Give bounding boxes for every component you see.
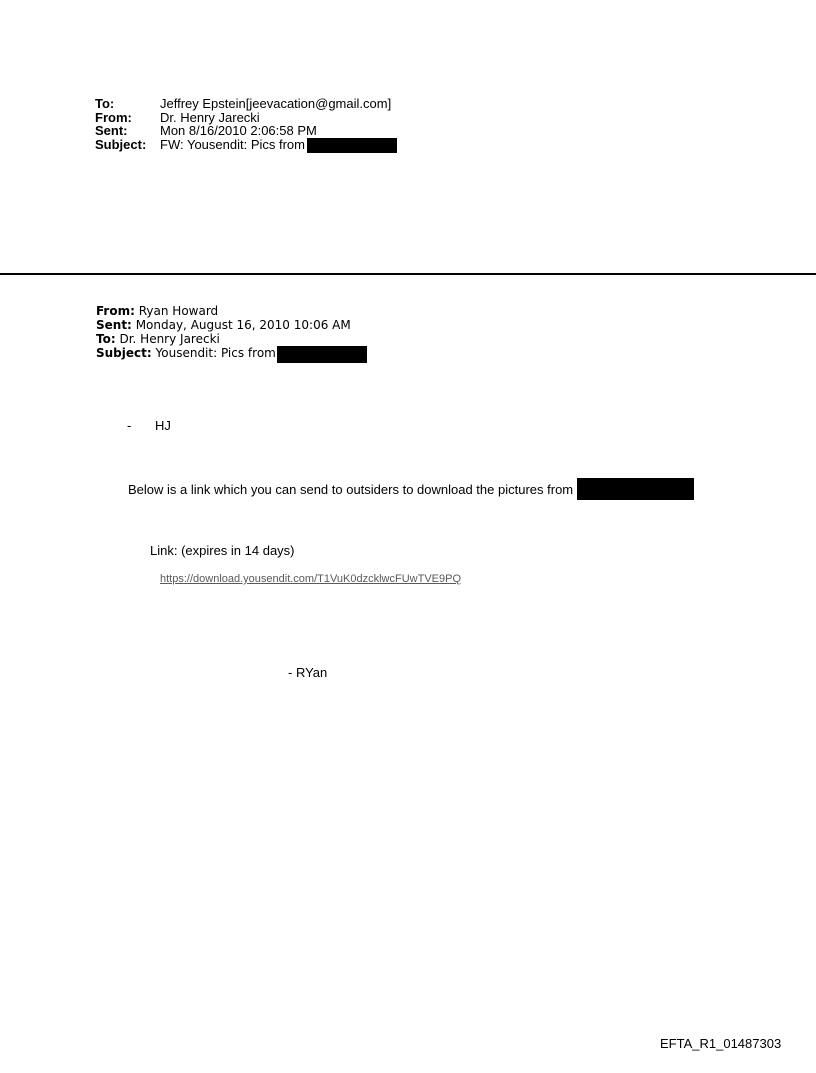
redaction-box (307, 138, 397, 153)
outer-from-label: From: (95, 109, 132, 125)
fwd-from-row (96, 304, 367, 318)
intro-text: Below is a link which you can send to outsiders to download the pictures from (128, 481, 574, 497)
greeting (127, 418, 171, 433)
intro-line (128, 478, 694, 500)
greeting-dash: - (127, 418, 132, 433)
fwd-to-row (96, 332, 367, 346)
outer-sent-row (95, 124, 397, 138)
fwd-subject-row (96, 346, 367, 363)
forwarded-header (96, 304, 367, 363)
outer-subject-value: FW: Yousendit: Pics from (160, 136, 305, 152)
fwd-to-label: To: (96, 332, 116, 346)
outer-from-value: Dr. Henry Jarecki (160, 109, 260, 125)
outer-from-row (95, 111, 397, 125)
link-label: Link: (expires in 14 days) (150, 543, 295, 558)
fwd-sent-value: Monday, August 16, 2010 10:06 AM (135, 318, 351, 332)
header-divider (0, 273, 816, 275)
outer-sent-label: Sent: (95, 123, 128, 138)
document-id: EFTA_R1_01487303 (660, 1036, 782, 1051)
signature: - RYan (288, 665, 328, 680)
fwd-sent-label: Sent: (96, 318, 132, 332)
fwd-from-value: Ryan Howard (138, 304, 219, 318)
fwd-sent-row (96, 318, 367, 332)
fwd-subject-label: Subject: (96, 346, 152, 360)
outer-to-row (95, 97, 397, 111)
fwd-subject-value: Yousendit: Pics from (155, 346, 276, 360)
redaction-box (277, 346, 367, 363)
outer-email-header (95, 97, 397, 151)
outer-to-value: Jeffrey Epstein[jeevacation@gmail.com] (160, 96, 392, 111)
redaction-box (577, 478, 694, 500)
outer-to-label: To: (95, 96, 115, 111)
fwd-to-value: Dr. Henry Jarecki (119, 332, 220, 346)
download-link[interactable]: https://download.yousendit.com/T1VuK0dzcklwcFUwTVE9PQ (160, 573, 462, 585)
greeting-name: HJ (154, 418, 171, 433)
outer-subject-label: Subject: (95, 136, 147, 152)
outer-subject-row (95, 138, 397, 152)
fwd-from-label: From: (96, 304, 135, 318)
outer-sent-value: Mon 8/16/2010 2:06:58 PM (160, 123, 317, 138)
